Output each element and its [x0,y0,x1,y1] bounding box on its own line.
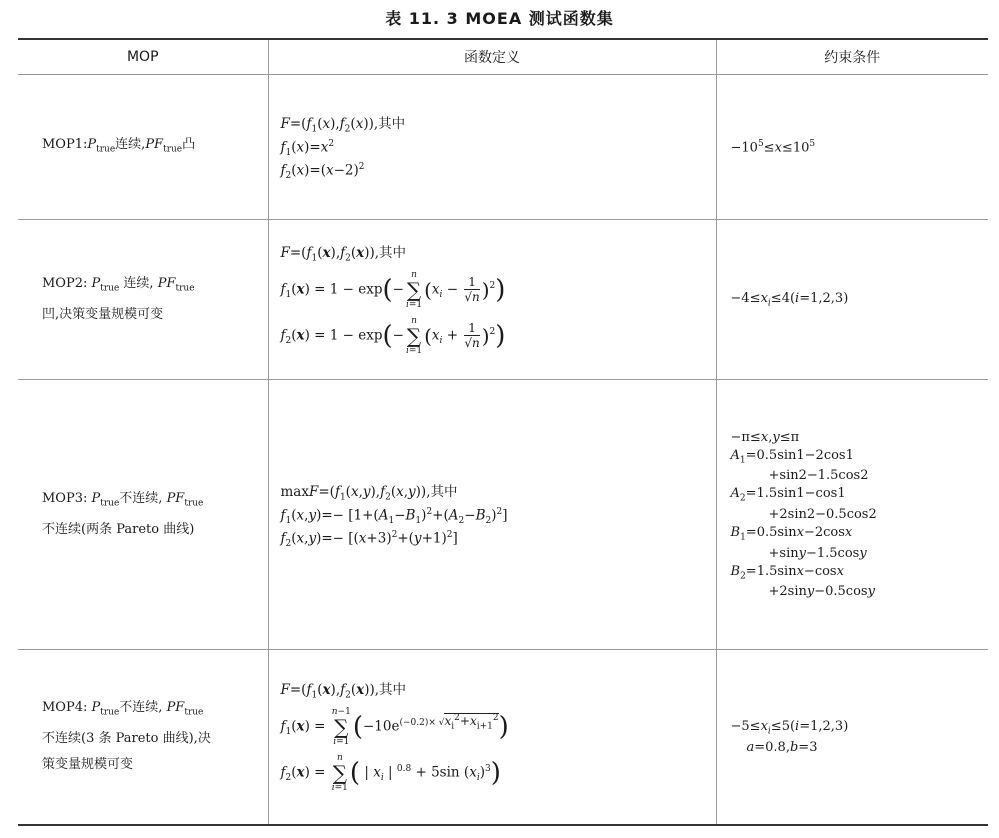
mop4-definition [268,650,716,825]
header-constraints: 约束条件 [716,39,988,75]
mop3-constraints [716,380,988,650]
mop3-con-line6: $B_1=0.5\sin x-2\cos x$ [730,525,853,543]
mop1-def-line3: $f_2(x)=(x-2)^2$ [280,162,365,182]
mop2-label: MOP2: $P_{true}$ 连续, $PF_{true}$ 凹,决策变量规模可变 [18,220,268,380]
table-header-row [18,39,988,75]
mop3-con-line7: +siny−1.5cosy [768,545,867,561]
mop1-con-line1: $-10^5\le x\le 10^5$ [730,138,816,156]
mop3-con-line2: $A_1=0.5\sin 1-2\cos 1$ [730,447,854,466]
mop1-def-line2: $f_1(x)=x^2$ [280,139,335,159]
table-row-mop4 [18,650,988,825]
table-row-mop1 [18,75,988,220]
mop2-definition [268,220,716,380]
mop4-constraints [716,650,988,825]
table-row-mop3 [18,380,988,650]
mop3-definition [268,380,716,650]
mop4-con-line1: $-5\le x_i\le 5(i=1,2,3)$ [730,718,849,737]
mop3-con-line1: −π≤x,y≤π [730,429,800,445]
header-mop: MOP [18,39,268,75]
mop4-def-line2: $f_1(x)$ = n−1 ∑ i=1 $(-10e^{(-0.2)\times √x_i^2+x_{i+1}^2})$ [280,707,509,748]
header-definition: 函数定义 [268,39,716,75]
mop2-def-line1: $F=(f_1(x),f_2(x))$,其中 [280,245,407,264]
mop4-def-line3: $f_2(x)$ = n ∑ i=1 ( | $x_i$ | $^{0.8}$ + 5sin $(x_i)^3$) [280,753,501,794]
mop4-def-line1: $F=(f_1(x),f_2(x))$,其中 [280,682,407,702]
mop3-con-line9: +2siny−0.5cosy [768,584,875,600]
mop3-def-line2: $f_1(x,y)=- [1+(A_1-B_1)^2+(A_2-B_2)^2]$ [280,506,508,526]
mop3-con-line3: +sin2−1.5cos2 [768,468,869,484]
table-title: 表 11. 3 MOEA 测试函数集 [385,9,614,28]
mop3-label: MOP3: $P_{true}$不连续, $PF_{true}$ 不连续(两条 Pareto 曲线) [18,380,268,650]
moea-test-function-table [18,38,988,826]
mop3-con-line5: +2sin2−0.5cos2 [768,507,877,522]
mop1-def-line1: $F=(f_1(x),f_2(x))$,其中 [280,116,406,136]
mop1-constraints [716,75,988,220]
mop1-label: $MOP1:P_{true}$连续$,PF_{true}$凸 [18,75,268,220]
table-row-mop2 [18,220,988,380]
mop2-def-line2: $f_1(x) = 1 - \exp(-$ n ∑ i=1 ($x_i$ − $\frac{1}{√n}$ )$^2$) [280,269,506,310]
mop4-con-line2: a=0.8,b=3 [746,739,818,755]
mop3-def-line3: $f_2(x,y)=- [(x+3)^2+(y+1)^2]$ [280,529,458,550]
mop3-def-line1: $\max F=(f_1(x,y),f_2(x,y))$,其中 [280,483,458,503]
mop2-constraints [716,220,988,380]
mop4-label: MOP4: $P_{true}$不连续, $PF_{true}$ 不连续(3 条 Pareto 曲线),决 策变量规模可变 [18,650,268,825]
mop1-definition [268,75,716,220]
mop3-con-line4: $A_2=1.5\sin 1-\cos 1$ [730,486,846,504]
mop2-def-line3: $f_2(x) = 1 - \exp(-$ n ∑ i=1 ($x_i$ + $\frac{1}{√n}$ )$^2$) [280,315,506,356]
mop2-con-line1: $-4\le x_i\le 4(i=1,2,3)$ [730,290,849,309]
mop3-con-line8: $B_2=1.5\sin x-\cos x$ [730,563,844,582]
